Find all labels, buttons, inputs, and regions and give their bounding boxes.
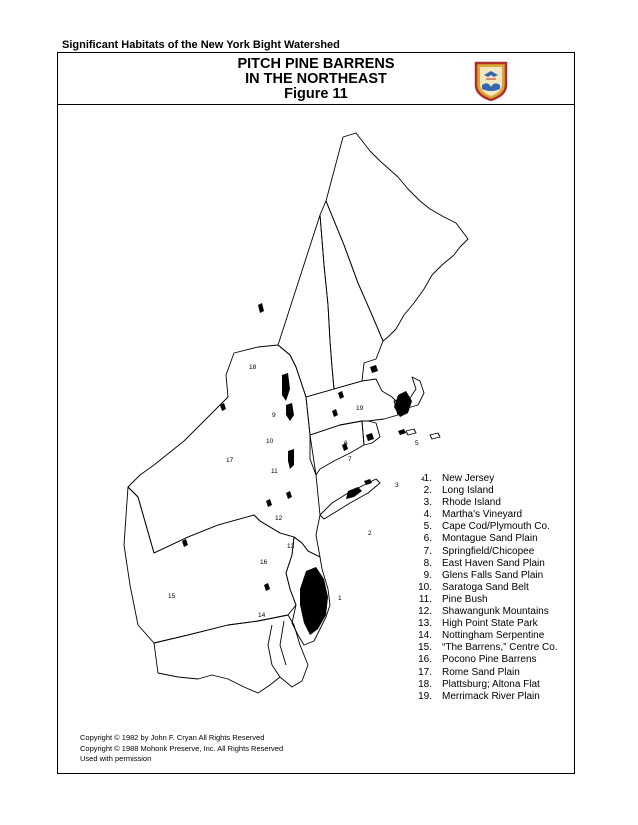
legend-item: [410, 606, 558, 618]
site-1-new-jersey: [300, 567, 328, 635]
legend-item: [410, 630, 558, 642]
legend-item: [410, 509, 558, 521]
legend-name: Glens Falls Sand Plain: [442, 569, 544, 581]
legend-name: Pocono Pine Barrens: [442, 654, 537, 666]
legend-item: [410, 667, 558, 679]
copyright-line-2: Copyright © 1988 Mohonk Preserve, Inc. All Rights Reserved: [80, 743, 284, 753]
site-14-nottingham: [264, 583, 270, 591]
map-label-2: 2: [368, 530, 372, 537]
legend-name: Nottingham Serpentine: [442, 630, 545, 642]
legend-name: Saratoga Sand Belt: [442, 581, 529, 593]
map-label-12: 12: [275, 515, 283, 522]
legend-item: [410, 485, 558, 497]
legend-number: 3.: [423, 497, 432, 509]
maine-outline: [326, 133, 468, 341]
site-4-marthas-vineyard: [398, 429, 406, 435]
islands-outline: [406, 429, 440, 439]
legend-item: [410, 642, 558, 654]
site-6-montague: [338, 391, 344, 399]
figure-label: Figure 11: [284, 86, 348, 102]
legend-number: 6.: [423, 533, 432, 545]
copyright-notice: [80, 733, 283, 765]
legend-number: 17.: [418, 666, 432, 678]
legend-item: [410, 679, 558, 691]
site-15-centre-co: [182, 539, 188, 547]
legend-name: High Point State Park: [442, 618, 538, 630]
legend-name: Cape Cod/Plymouth Co.: [442, 521, 550, 533]
legend-number: 14.: [418, 630, 432, 642]
legend-number: 12.: [418, 606, 432, 618]
legend-item: [410, 618, 558, 630]
title-line-1: PITCH PINE BARRENS: [237, 56, 395, 72]
legend-item: [410, 594, 558, 606]
copyright-line-1: Copyright © 1982 by John F. Cryan All Rights Reserved: [80, 733, 265, 742]
map-label-3: 3: [395, 482, 399, 489]
map-label-9: 9: [272, 412, 276, 419]
legend-number: 13.: [418, 618, 432, 630]
legend-number: 10.: [418, 581, 432, 593]
map-label-8: 8: [352, 491, 356, 498]
site-10-saratoga: [282, 373, 290, 401]
map-label-16: 16: [260, 559, 268, 566]
rhode-island-outline: [362, 421, 380, 445]
map-label-19: 19: [356, 405, 364, 412]
site-legend: [410, 473, 558, 703]
pine-barren-sites: [182, 303, 412, 635]
site-5-cape-cod: [394, 391, 412, 417]
legend-number: 7.: [423, 545, 432, 557]
legend-name: “The Barrens,” Centre Co.: [442, 642, 558, 654]
legend-item: [410, 497, 558, 509]
map-label-15: 15: [168, 593, 176, 600]
legend-name: Springfield/Chicopee: [442, 545, 535, 557]
map-label-6: 6: [344, 440, 348, 447]
map-label-7: 7: [348, 456, 352, 463]
legend-item: [410, 521, 558, 533]
legend-item: [410, 691, 558, 703]
legend-name: Plattsburg; Altona Flat: [442, 678, 540, 690]
legend-number: 15.: [418, 642, 432, 654]
site-11-pine-bush: [286, 403, 294, 421]
legend-item: [410, 533, 558, 545]
legend-name: Rome Sand Plain: [442, 666, 520, 678]
pennsylvania-outline: [124, 487, 296, 643]
legend-name: Long Island: [442, 485, 494, 497]
delaware-maryland-outline: [154, 615, 308, 693]
new-hampshire-outline: [320, 201, 383, 389]
chesapeake-outline: [268, 621, 286, 677]
long-island-outline: [320, 479, 380, 519]
map-label-5: 5: [415, 440, 419, 447]
map-label-1: 1: [338, 595, 342, 602]
legend-number: 1.: [423, 473, 432, 484]
legend-item: [410, 558, 558, 570]
legend-number: 18.: [418, 678, 432, 690]
massachusetts-outline: [306, 379, 400, 435]
legend-number: 8.: [423, 557, 432, 569]
map-label-17: 17: [226, 457, 234, 464]
legend-number: 16.: [418, 654, 432, 666]
map-label-4: 4: [421, 476, 425, 483]
legend-name: Martha's Vineyard: [442, 509, 523, 521]
map-label-14: 14: [258, 612, 266, 619]
legend-item: [410, 582, 558, 594]
legend-item: [410, 654, 558, 666]
connecticut-outline: [310, 421, 364, 475]
site-19-merrimack: [370, 365, 378, 373]
legend-name: Montague Sand Plain: [442, 533, 538, 545]
site-18-plattsburg: [258, 303, 264, 313]
legend-number: 11.: [418, 593, 432, 605]
legend-number: 5.: [423, 521, 432, 533]
legend-number: 9.: [423, 569, 432, 581]
site-13-high-point: [286, 491, 292, 499]
legend-name: Shawangunk Mountains: [442, 606, 549, 618]
page-header: Significant Habitats of the New York Bight Watershed: [62, 39, 340, 51]
site-3-rhode-island: [366, 433, 374, 441]
copyright-line-3: Used with permission: [80, 754, 152, 763]
legend-name: New Jersey: [442, 473, 495, 484]
legend-name: Pine Bush: [442, 593, 488, 605]
figure-frame: [57, 52, 575, 774]
legend-number: 2.: [423, 485, 432, 497]
agency-logo-icon: [474, 61, 508, 101]
legend-item: [410, 570, 558, 582]
vermont-outline: [278, 215, 334, 397]
title-line-2: IN THE NORTHEAST: [245, 71, 387, 87]
map-label-18: 18: [249, 364, 257, 371]
legend-name: Merrimack River Plain: [442, 690, 540, 702]
legend-number: 19.: [418, 690, 432, 702]
site-7-springfield: [332, 409, 338, 417]
map-label-11: 11: [271, 468, 278, 475]
map-label-10: 10: [266, 438, 274, 445]
legend-name: East Haven Sand Plain: [442, 557, 545, 569]
legend-item: [410, 546, 558, 558]
site-16-pocono: [266, 499, 272, 507]
legend-item: [410, 473, 558, 485]
map-number-labels: [168, 364, 425, 619]
site-12-shawangunk: [288, 449, 294, 469]
legend-number: 4.: [423, 509, 432, 521]
map-label-13: 13: [287, 543, 295, 550]
legend-name: Rhode Island: [442, 497, 501, 509]
